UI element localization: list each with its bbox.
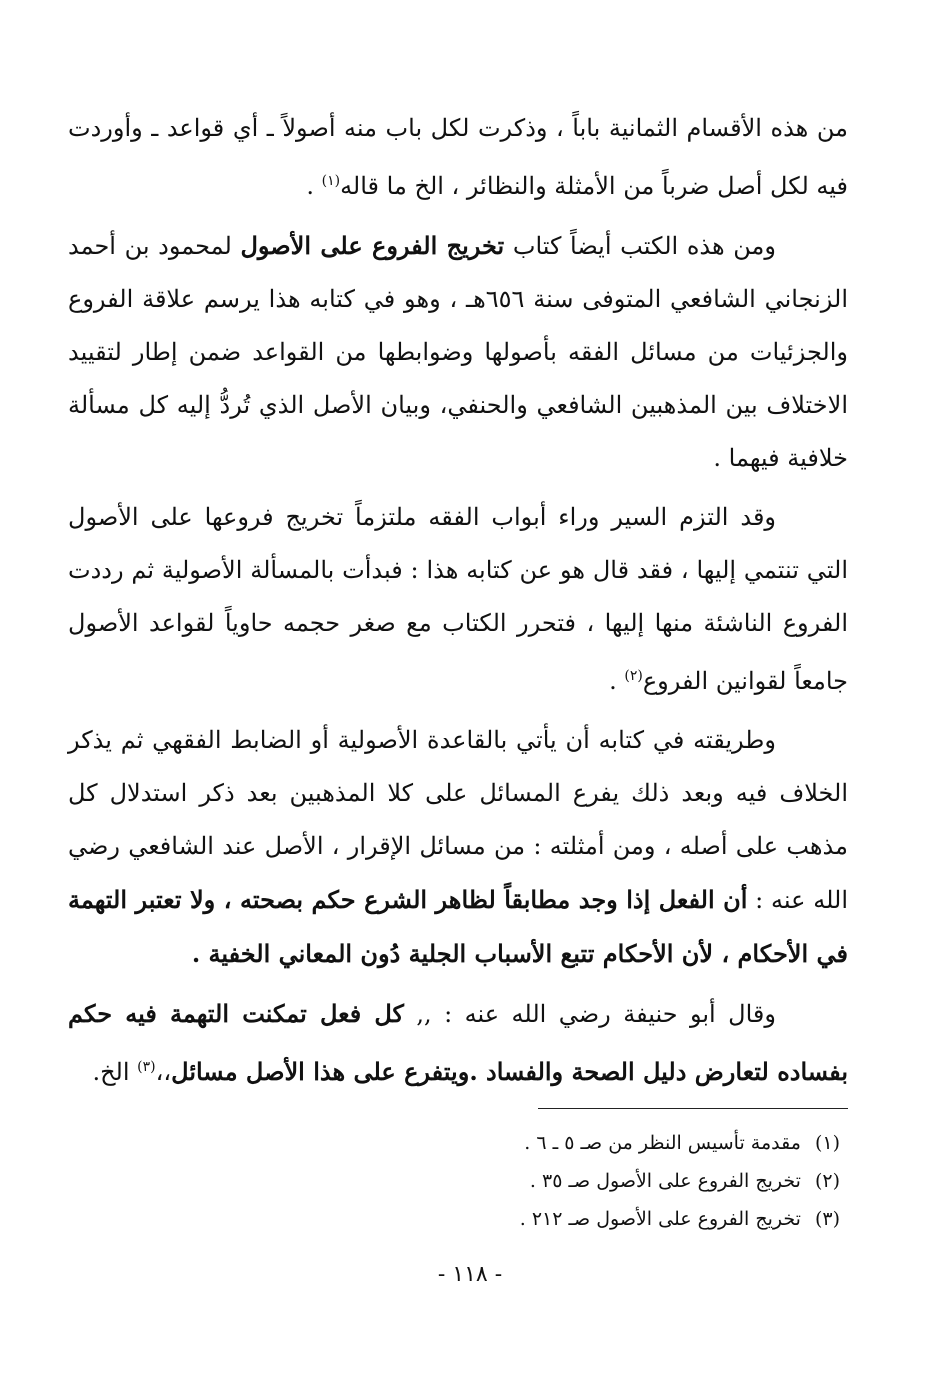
closing-quote-mark: ،، xyxy=(155,1058,172,1086)
footnote-number: (١) xyxy=(814,1132,840,1154)
bold-quote: كل فعل تمكنت التهمة فيه حكم بفساده لتعارض دليل الصحة والفساد .ويتفرع على هذا الأصل مسائل xyxy=(68,999,848,1086)
paragraph-text: وطريقته في كتابه أن يأتي بالقاعدة الأصولية أو الضابط الفقهي ثم يذكر الخلاف فيه وبعد ذلك يفرع المسائل على كلا المذهبين بعد ذكر استدلال كل مذهب على أصله ، ومن أمثلته : من مسائل الإقرار ، الأصل عند الشافعي رضي الله عنه : xyxy=(68,726,848,914)
footnote-3 xyxy=(300,1200,840,1238)
book-title: تخريج الفروع على الأصول xyxy=(240,231,505,260)
main-text xyxy=(68,102,848,1105)
paragraph-text: لمحمود بن أحمد الزنجاني الشافعي المتوفى سنة ٦٥٦هـ ، وهو في كتابه هذا يرسم علاقة الفروع والجزئيات من مسائل الفقه بأصولها وضوابطها من القواعد ضمن إطار لتقييد الاختلاف بين المذهبين الشافعي والحنفي، وبيان الأصل الذي تُردُّ إليه كل مسألة خلافية فيهما . xyxy=(68,232,849,472)
footnote-ref: (٣) xyxy=(137,1059,156,1075)
paragraph-text: ومن هذه الكتب أيضاً كتاب xyxy=(504,232,776,260)
footnote-text: تخريج الفروع على الأصول صـ ٢١٢ . xyxy=(519,1208,801,1230)
footnote-text: تخريج الفروع على الأصول صـ ٣٥ . xyxy=(529,1170,801,1192)
paragraph-5 xyxy=(68,987,848,1099)
paragraph-1 xyxy=(68,102,848,213)
footnote-1 xyxy=(300,1124,840,1162)
footnote-ref: (١) xyxy=(321,173,341,189)
paragraph-text: . xyxy=(609,667,625,695)
paragraph-text: وقد التزم السير وراء أبواب الفقه ملتزماً تخريج فروعها على الأصول التي تنتمي إليها ، فقد قال هو عن كتابه هذا : فبدأت بالمسألة الأصولية ثم رددت الفروع الناشئة منها إليها ، فتحرر الكتاب مع صغر حجمه حاوياً لقواعد الأصول جامعاً لقوانين الفروع xyxy=(68,503,848,695)
paragraph-3 xyxy=(68,491,848,708)
footnote-number: (٢) xyxy=(814,1170,840,1192)
paragraph-text: وقال أبو حنيفة رضي الله عنه : ,, xyxy=(403,1000,776,1028)
footnote-2 xyxy=(300,1162,840,1200)
paragraph-text: . xyxy=(306,172,322,200)
footnote-ref: (٢) xyxy=(624,668,643,684)
paragraph-text: الخ. xyxy=(92,1058,138,1086)
footnote-separator xyxy=(538,1108,848,1109)
footnote-text: مقدمة تأسيس النظر من صـ ٥ ـ ٦ . xyxy=(524,1132,801,1154)
bold-quote: أن الفعل إذا وجد مطابقاً لظاهر الشرع حكم بصحته ، ولا تعتبر التهمة في الأحكام ، لأن الأحكام تتبع الأسباب الجلية دُون المعاني الخفية . xyxy=(68,885,848,968)
footnote-number: (٣) xyxy=(814,1208,840,1230)
paragraph-text: من هذه الأقسام الثمانية باباً ، وذكرت لكل باب منه أصولاً ـ أي قواعد ـ وأوردت فيه لكل أصل ضرباً من الأمثلة والنظائر ، الخ ما قاله xyxy=(68,114,848,200)
page-number: - ١١٨ - xyxy=(437,1262,503,1287)
footnotes xyxy=(300,1124,840,1238)
paragraph-4 xyxy=(68,714,848,981)
paragraph-2 xyxy=(68,219,848,485)
